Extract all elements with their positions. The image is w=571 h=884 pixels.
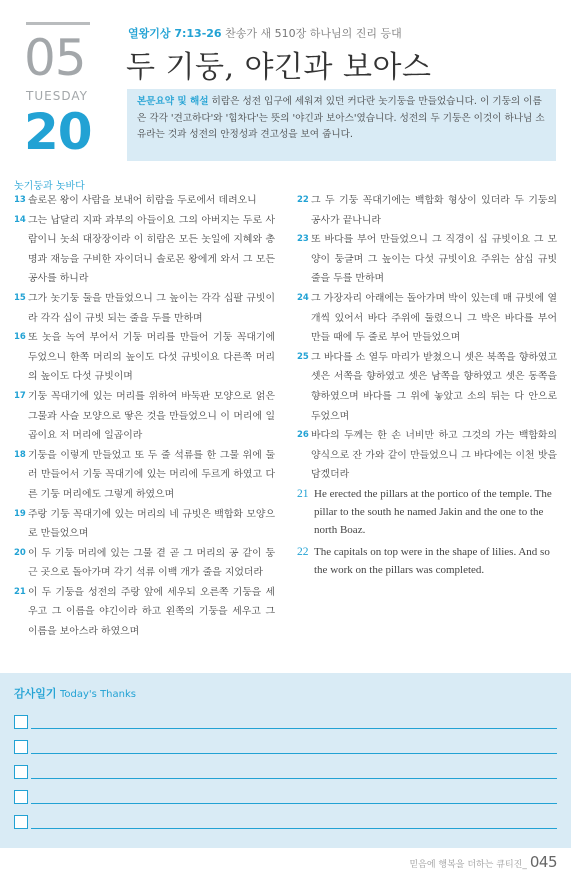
verse-20: [14, 544, 275, 583]
thanks-row: [14, 740, 557, 756]
verse-22: [297, 191, 557, 230]
thanks-row: [14, 790, 557, 806]
verse-number: 22: [297, 195, 309, 205]
verse-number: 16: [14, 332, 26, 343]
write-line[interactable]: [31, 753, 557, 754]
page-footer: [409, 853, 557, 871]
checkbox[interactable]: [14, 765, 28, 779]
checkbox[interactable]: [14, 715, 28, 729]
verse-number: 22: [297, 545, 309, 558]
verse-13: [14, 191, 275, 211]
verse-text: 이 두 기둥을 성전의 주랑 앞에 세우되 오른쪽 기둥을 세우고 그 이름을 야긴이라 하고 왼쪽의 기둥을 세우고 그 이름을 보아스라 하였으며: [28, 586, 275, 638]
verse-15: [14, 289, 275, 328]
verse-number: 21: [297, 487, 309, 500]
verse-number: 25: [297, 351, 309, 362]
verses-right-column: [297, 191, 557, 583]
summary-label: 본문요약 및 해설: [137, 96, 209, 107]
verse-number: 18: [14, 449, 26, 460]
thanks-row: [14, 815, 557, 831]
write-line[interactable]: [31, 728, 557, 729]
thanks-title-korean: 감사일기: [14, 687, 57, 700]
verse-23: [297, 230, 557, 289]
verse-text: He erected the pillars at the portico of the temple. The pillar to the south he named Jakin and the one to the north Boaz.: [314, 487, 552, 536]
checkbox[interactable]: [14, 740, 28, 754]
date-weekday: TUESDAY: [26, 89, 88, 103]
summary-box: [127, 89, 556, 161]
verse-number: 20: [14, 547, 26, 558]
verse-17: [14, 387, 275, 446]
verse-text: 또 놋을 녹여 부어서 기둥 머리를 만들어 기둥 꼭대기에 두었으니 한쪽 머리의 높이도 다섯 규빗이요 다른쪽 머리의 높이도 다섯 규빗이며: [28, 332, 275, 383]
verse-number: 15: [14, 292, 26, 303]
section-title: 놋기둥과 놋바다: [14, 181, 85, 192]
verse-text: 그는 납달리 지파 과부의 아들이요 그의 아버지는 두로 사람이니 놋쇠 대장장이라 이 히람은 모든 놋일에 지혜와 총명과 재능을 구비한 자이더니 솔로몬 왕에게 와서 그 모든 공사를 하니라: [28, 214, 275, 285]
verse-number: 26: [297, 430, 309, 441]
page-number: 045: [529, 853, 557, 871]
page-title: 두 기둥, 야긴과 보아스: [126, 50, 432, 85]
verse-number: 24: [297, 292, 309, 303]
verse-text: 그가 놋기둥 둘을 만들었으니 그 높이는 각각 십팔 규빗이라 각각 십이 규빗 되는 줄을 두를 만하며: [28, 292, 275, 324]
date-divider: [26, 22, 90, 25]
verse-16: [14, 328, 275, 387]
verse-25: [297, 348, 557, 426]
summary-text: 히람은 성전 입구에 세워져 있던 커다란 놋기둥을 만들었습니다. 이 기둥의 이름은 각각 '견고하다'와 '힘차다'는 뜻의 '야긴과 보아스'였습니다. 성전의 두 기둥은 이것이 하나님 소유라는 것과 성전의 안정성과 견고성을 보여 줍니다.: [137, 96, 545, 140]
thanks-row: [14, 765, 557, 781]
date-month: 05: [24, 29, 86, 87]
verse-14: [14, 211, 275, 289]
verse-text: 주랑 기둥 꼭대기에 있는 머리의 네 규빗은 백합화 모양으로 만들었으며: [28, 508, 275, 540]
verse-number: 13: [14, 195, 26, 205]
verse-text: 바다의 두께는 한 손 너비만 하고 그것의 가는 백합화의 양식으로 잔 가와 같이 만들었으니 그 바다에는 이천 밧을 담겠더라: [311, 430, 557, 481]
checkbox[interactable]: [14, 815, 28, 829]
write-line[interactable]: [31, 778, 557, 779]
verse-number: 14: [14, 214, 26, 225]
verse-text: 그 가장자리 아래에는 돌아가며 박이 있는데 매 규빗에 열 개씩 있어서 바다 주위에 둘렸으니 그 박은 바다를 부어 만들 때에 두 줄로 부어 만들었으며: [311, 292, 557, 344]
verse-number: 23: [297, 234, 309, 245]
hymn-text: 찬송가 새 510장 하나님의 진리 등대: [225, 27, 402, 40]
date-day: 20: [24, 103, 92, 161]
checkbox[interactable]: [14, 790, 28, 804]
footer-text: 믿음에 행복을 더하는 큐티진_: [409, 860, 527, 870]
reference-text: 열왕기상 7:13-26: [128, 27, 222, 40]
verse-text: 그 바다를 소 열두 마리가 받쳤으니 셋은 북쪽을 향하였고 셋은 서쪽을 향하였고 셋은 남쪽을 향하였고 셋은 동쪽을 향하였으며 바다를 그 위에 놓았고 소의 뒤는 다 안으로 두었으며: [311, 351, 557, 422]
verse-text: 또 바다를 부어 만들었으니 그 직경이 십 규빗이요 그 모양이 둥글며 그 높이는 다섯 규빗이요 주위는 삼십 규빗 줄을 두를 만하며: [311, 234, 557, 285]
verse-number: 19: [14, 508, 26, 519]
thanks-title: [14, 685, 136, 701]
write-line[interactable]: [31, 803, 557, 804]
thanks-title-english: Today's Thanks: [60, 689, 136, 700]
verse-number: 21: [14, 586, 26, 597]
verse-18: [14, 446, 275, 505]
verse-24: [297, 289, 557, 348]
verse-text: 기둥을 이렇게 만들었고 또 두 줄 석류를 한 그물 위에 둘러 만들어서 기둥 꼭대기에 있는 머리에 두르게 하였고 다른 기둥 머리에도 그렇게 하였으며: [28, 449, 275, 500]
english-verses: [297, 485, 557, 579]
verse-text: 솔로몬 왕이 사람을 보내어 히람을 두로에서 데려오니: [28, 195, 257, 206]
write-line[interactable]: [31, 828, 557, 829]
english-verse-22: [297, 543, 557, 579]
verses-left-column: [14, 191, 275, 642]
verse-text: 기둥 꼭대기에 있는 머리를 위하여 바둑판 모양으로 얽은 그물과 사슬 모양으로 땋은 것을 만들었으니 이 머리에 일곱이요 저 머리에 일곱이라: [28, 390, 275, 442]
verse-number: 17: [14, 390, 26, 401]
verse-19: [14, 505, 275, 544]
verse-text: 이 두 기둥 머리에 있는 그물 곁 곧 그 머리의 공 같이 둥근 곳으로 돌아가며 각기 석류 이백 개가 줄을 지었더라: [28, 547, 275, 579]
scripture-reference: [128, 25, 402, 41]
verse-text: 그 두 기둥 꼭대기에는 백합화 형상이 있더라 두 기둥의 공사가 끝나니라: [311, 195, 557, 226]
thanks-row: [14, 715, 557, 731]
verse-26: [297, 426, 557, 485]
thanks-diary-panel: [0, 673, 571, 848]
verse-text: The capitals on top were in the shape of lilies. And so the work on the pillars was completed.: [314, 545, 550, 576]
verse-21: [14, 583, 275, 642]
english-verse-21: [297, 485, 557, 539]
